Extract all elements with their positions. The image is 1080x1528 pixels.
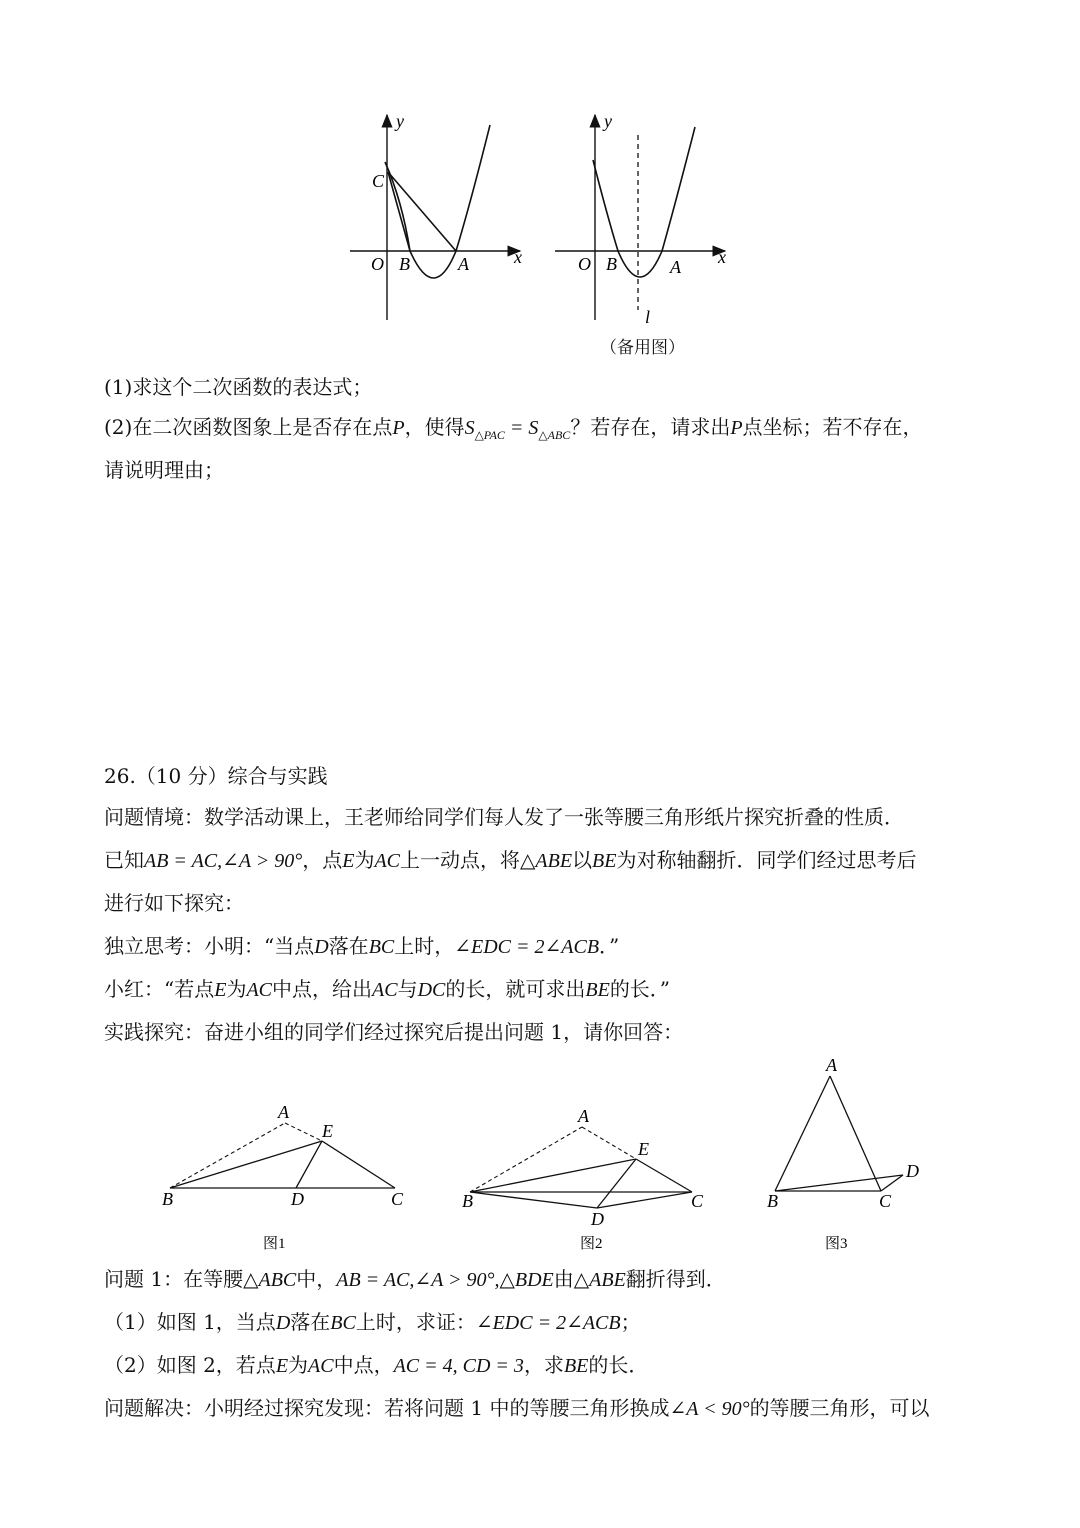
- label-y: y: [396, 111, 404, 131]
- fig3-label-c: C: [879, 1191, 892, 1211]
- q26-line1: 问题情境：数学活动课上，王老师给同学们每人发了一张等腰三角形纸片探究折叠的性质．: [104, 805, 904, 829]
- label-b: B: [606, 254, 617, 274]
- parabola-graph-2: [550, 105, 750, 325]
- q26-line2: 已知AB = AC,∠A > 90°，点E为AC上一动点，将△ABE以BE为对称轴翻折．同学们经过思考后: [104, 848, 917, 872]
- label-b: B: [399, 254, 410, 274]
- label-a: A: [670, 257, 681, 277]
- q26-problem1: 问题 1：在等腰△ABC中，AB = AC,∠A > 90°,△BDE由△ABE翻折得到．: [104, 1267, 726, 1291]
- q26-title: 26.（10 分）综合与实践: [104, 764, 328, 788]
- q26-line4: 独立思考：小明：“当点D落在BC上时，∠EDC = 2∠ACB．”: [104, 934, 620, 958]
- fig3-label-a: A: [826, 1055, 837, 1075]
- figure-2-caption: 图2: [580, 1236, 603, 1252]
- fig2-label-d: D: [591, 1209, 604, 1229]
- q25-part2-cont: 请说明理由；: [104, 458, 224, 482]
- label-y: y: [604, 111, 612, 131]
- fig3-label-b: B: [767, 1191, 778, 1211]
- fig1-label-c: C: [391, 1189, 404, 1209]
- triangle-figures: [150, 1055, 930, 1255]
- q25-part2: (2)在二次函数图象上是否存在点P，使得$S_{\triangle PAC} = S_{\triangle ABC}$？若存在，请求出P点坐标；若不存在，: [104, 415, 923, 442]
- label-l: l: [645, 307, 651, 325]
- label-x: x: [718, 247, 726, 267]
- q26-line6: 实践探究：奋进小组的同学们经过探究后提出问题 1，请你回答：: [104, 1020, 684, 1044]
- fig2-label-e: E: [638, 1139, 649, 1159]
- label-o: O: [578, 254, 591, 274]
- fig1-label-b: B: [162, 1189, 173, 1209]
- figure-1-caption: 图1: [263, 1236, 286, 1252]
- figure-3: [767, 1055, 919, 1211]
- parabola-graph-1: [340, 105, 540, 325]
- fig3-label-d: D: [906, 1161, 919, 1181]
- q26-sub2: （2）如图 2，若点E为AC中点，AC = 4, CD = 3，求BE的长．: [104, 1353, 649, 1377]
- q26-last-line: 问题解决：小明经过探究发现：若将问题 1 中的等腰三角形换成∠A < 90°的等腰三角形，可以: [104, 1396, 930, 1420]
- figure-2: [462, 1106, 704, 1229]
- label-o: O: [371, 254, 384, 274]
- spare-figure-caption: （备用图）: [600, 338, 685, 358]
- figure-3-caption: 图3: [825, 1236, 848, 1252]
- fig2-label-c: C: [691, 1191, 704, 1211]
- q26-line5: 小红：“若点E为AC中点，给出AC与DC的长，就可求出BE的长．”: [104, 977, 671, 1001]
- fig1-label-a: A: [278, 1102, 289, 1122]
- fig2-label-a: A: [578, 1106, 589, 1126]
- fig2-label-b: B: [462, 1191, 473, 1211]
- q25-part1: (1)求这个二次函数的表达式；: [104, 375, 373, 399]
- label-x: x: [514, 247, 522, 267]
- fig1-label-e: E: [322, 1121, 333, 1141]
- label-c: C: [372, 171, 385, 191]
- q26-line3: 进行如下探究：: [104, 891, 244, 915]
- figure-1: [162, 1102, 404, 1209]
- q26-sub1: （1）如图 1，当点D落在BC上时，求证：∠EDC = 2∠ACB；: [104, 1310, 641, 1334]
- label-a: A: [458, 254, 469, 274]
- fig1-label-d: D: [291, 1189, 304, 1209]
